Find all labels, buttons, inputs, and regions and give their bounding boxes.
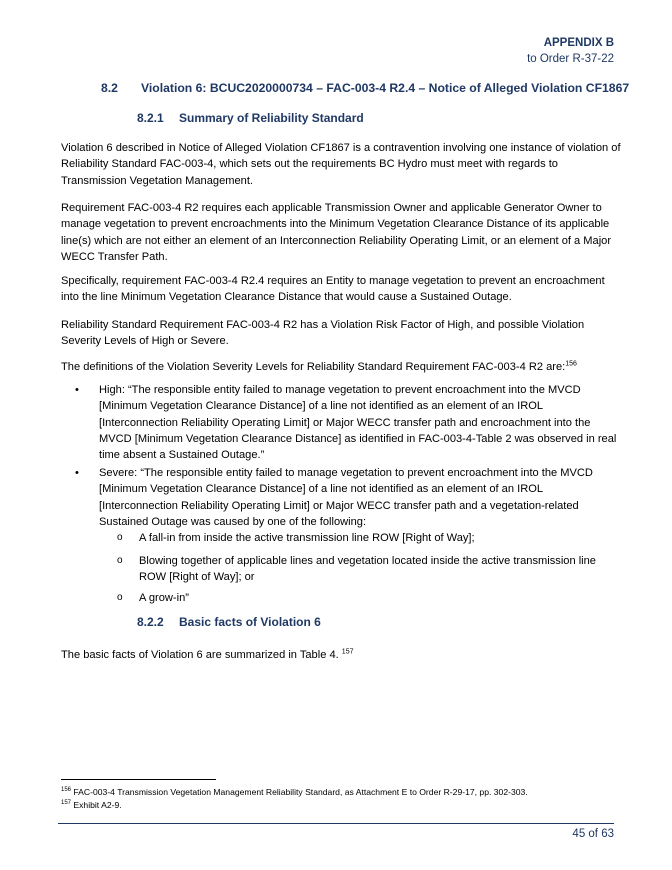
circle-bullet-icon: o xyxy=(117,592,123,603)
footnote-157 xyxy=(61,799,122,811)
section-number: 8.2 xyxy=(101,81,118,95)
subsection-number: 8.2.2 xyxy=(137,615,164,629)
subsection-number: 8.2.1 xyxy=(137,111,164,125)
paragraph-text: The basic facts of Violation 6 are summarized in Table 4. xyxy=(61,649,339,661)
subsection-heading-basic-facts xyxy=(137,615,321,629)
paragraph-text: Violation 6 described in Notice of Alleged Violation CF1867 is a contravention involving one instance of violation of Reliability Standard FAC-003-4, which sets out the requirements BC Hydro must meet with regards to Transmission Vegetation Management. xyxy=(61,142,621,187)
bullet-icon: • xyxy=(75,384,79,396)
paragraph-text: Reliability Standard Requirement FAC-003-4 R2 has a Violation Risk Factor of High, and possible Violation Severity Levels of High or Severe. xyxy=(61,319,585,348)
paragraph-4 xyxy=(61,317,621,350)
paragraph-1 xyxy=(61,140,621,189)
paragraph-facts xyxy=(61,647,621,663)
bullet-text: High: “The responsible entity failed to manage vegetation to prevent encroachment into the MVCD [Minimum Vegetation Clearance Distance] of a line not identified as an element of an IROL [Interconnection Reliability Operating Limit] or Major WECC transfer path and encroachment into the MVCD [Minimum Vegetation Clearance Distance] as identified in FAC-003-4-Table 2 was observed in real time absent a Sustained Outage.” xyxy=(99,384,617,462)
bullet-text: Severe: “The responsible entity failed to manage vegetation to prevent encroachment into the MVCD [Minimum Vegetation Clearance Distance] of a line not identified as an element of an IROL [Interconnection Reliability Operating Limit] or Major WECC transfer path and a vegetation-related Sustained Outage was caused by one of the following: xyxy=(99,467,593,528)
subsection-title: Summary of Reliability Standard xyxy=(179,111,364,125)
bullet-icon: • xyxy=(75,467,79,479)
section-title: Violation 6: BCUC2020000734 – FAC-003-4 R2.4 – Notice of Alleged Violation CF1867 xyxy=(141,81,630,95)
paragraph-text: Requirement FAC-003-4 R2 requires each applicable Transmission Owner and applicable Generator Owner to manage vegetation to prevent encroachments into the Minimum Vegetation Clearance Distance of its applicable line(s) which are not either an element of an Interconnection Reliability Operating Limit, or an element of a Major WECC Transfer Path. xyxy=(61,202,612,263)
paragraph-text: Specifically, requirement FAC-003-4 R2.4 requires an Entity to manage vegetation to prevent an encroachment into the line Minimum Vegetation Clearance Distance that would cause a Sustained Outage. xyxy=(61,275,605,304)
footnote-divider xyxy=(61,779,216,780)
footnote-number: 157 xyxy=(61,800,72,807)
footnote-text: FAC-003-4 Transmission Vegetation Management Reliability Standard, as Attachment E to Order R-29-17, pp. 302-303. xyxy=(73,787,528,797)
paragraph-2 xyxy=(61,200,621,265)
paragraph-5 xyxy=(61,359,621,375)
order-reference: to Order R-37-22 xyxy=(527,53,614,65)
section-heading xyxy=(101,81,629,95)
footnote-text: Exhibit A2-9. xyxy=(73,800,122,810)
subitem-text: A fall-in from inside the active transmission line ROW [Right of Way]; xyxy=(139,532,475,544)
page-number: 45 of 63 xyxy=(572,828,614,840)
subsection-heading-summary xyxy=(137,111,364,125)
circle-bullet-icon: o xyxy=(117,532,123,543)
footer-divider xyxy=(58,823,614,824)
footnote-ref: 157 xyxy=(341,648,354,656)
paragraph-3 xyxy=(61,273,621,306)
circle-bullet-icon: o xyxy=(117,555,123,566)
paragraph-text: The definitions of the Violation Severity Levels for Reliability Standard Requirement FAC-003-4 R2 are: xyxy=(61,361,566,373)
appendix-header xyxy=(527,36,614,66)
footnote-number: 156 xyxy=(61,787,72,794)
appendix-label: APPENDIX B xyxy=(543,37,614,49)
subitem-text: Blowing together of applicable lines and vegetation located inside the active transmission line ROW [Right of Way]; or xyxy=(139,555,596,584)
subitem-text: A grow-in” xyxy=(139,592,189,604)
footnote-ref: 156 xyxy=(565,360,577,368)
subsection-title: Basic facts of Violation 6 xyxy=(179,615,321,629)
footnote-156 xyxy=(61,786,528,798)
